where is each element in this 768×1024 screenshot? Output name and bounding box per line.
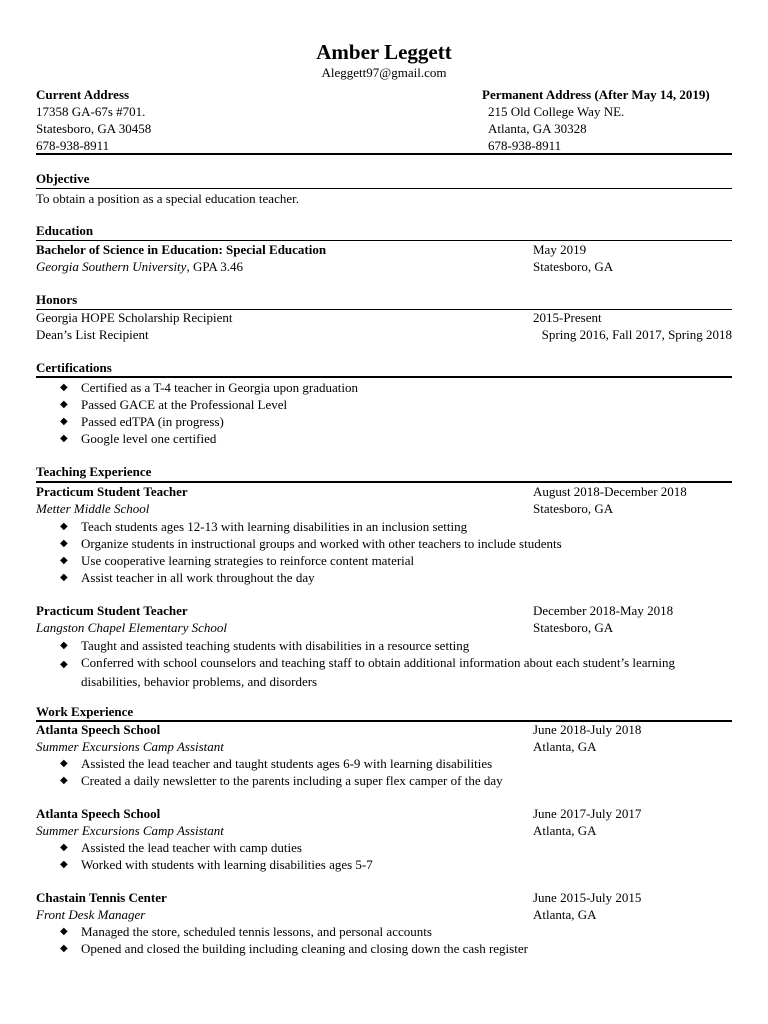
list-item: ◆ Taught and assisted teaching students with disabilities in a resource setting (60, 638, 470, 653)
list-item: ◆ Organize students in instructional groups and worked with other teachers to include students (60, 536, 562, 551)
diamond-bullet-icon: ◆ (60, 433, 68, 444)
list-item: ◆ Google level one certified (60, 431, 217, 446)
candidate-name: Amber Leggett (316, 40, 452, 64)
job-location: Statesboro, GA (533, 501, 614, 516)
honor-item (36, 326, 732, 343)
honor-date: Spring 2016, Fall 2017, Spring 2018 (541, 327, 732, 342)
job-title-row (36, 721, 732, 738)
degree-title: Bachelor of Science in Education: Special Education (36, 242, 327, 257)
list-item: ◆ Assisted the lead teacher with camp duties (60, 840, 302, 855)
list-item: ◆ Teach students ages 12-13 with learning disabilities in an inclusion setting (60, 519, 468, 534)
job-role: Summer Excursions Camp Assistant (36, 823, 224, 838)
job-role-row (36, 738, 732, 755)
diamond-bullet-icon: ◆ (60, 399, 68, 410)
current-address-title: Current Address (36, 87, 130, 102)
current-address-phone: 678-938-8911 (36, 138, 110, 153)
permanent-address-block (482, 86, 710, 154)
job-role-row (36, 822, 732, 839)
objective-divider (36, 188, 732, 189)
current-address-line2: Statesboro, GA 30458 (36, 121, 152, 136)
teaching-heading: Teaching Experience (36, 464, 152, 479)
job-title: Atlanta Speech School (36, 722, 161, 737)
job-location: Statesboro, GA (533, 620, 614, 635)
job-title: Practicum Student Teacher (36, 603, 188, 618)
job-role: Summer Excursions Camp Assistant (36, 739, 224, 754)
header-divider (36, 153, 732, 155)
list-item: ◆ Assisted the lead teacher and taught students ages 6-9 with learning disabilities (60, 756, 493, 771)
job-bullets (60, 637, 730, 690)
education-degree-row (36, 241, 732, 258)
list-item: ◆ Passed edTPA (in progress) (60, 414, 224, 429)
job-date: December 2018-May 2018 (533, 603, 674, 618)
job-title: Practicum Student Teacher (36, 484, 188, 499)
current-address-block (36, 86, 151, 154)
diamond-bullet-icon: ◆ (60, 775, 68, 786)
diamond-bullet-icon: ◆ (60, 382, 68, 393)
job-bullets (60, 923, 730, 957)
permanent-address-title: Permanent Address (After May 14, 2019) (482, 87, 710, 102)
degree-date: May 2019 (533, 242, 587, 257)
job-org-row (36, 619, 732, 636)
diamond-bullet-icon: ◆ (60, 572, 68, 583)
job-bullets (60, 755, 730, 789)
job-date: August 2018-December 2018 (533, 484, 687, 499)
honor-item (36, 309, 732, 326)
list-item: ◆ Opened and closed the building including cleaning and closing down the cash register (60, 941, 528, 956)
objective-heading: Objective (36, 171, 90, 186)
job-title: Atlanta Speech School (36, 806, 161, 821)
list-item: ◆ Managed the store, scheduled tennis lessons, and personal accounts (60, 924, 432, 939)
education-school-row (36, 258, 732, 275)
diamond-bullet-icon: ◆ (60, 842, 68, 853)
job-title-row (36, 805, 732, 822)
job-org: Langston Chapel Elementary School (36, 620, 228, 635)
job-title-row (36, 889, 732, 906)
honor-date: 2015-Present (533, 310, 602, 325)
work-heading: Work Experience (36, 704, 134, 719)
job-bullets (60, 839, 730, 873)
school-name: Georgia Southern University (36, 259, 187, 274)
diamond-bullet-icon: ◆ (60, 555, 68, 566)
certifications-divider (36, 376, 732, 378)
list-item: ◆ Use cooperative learning strategies to reinforce content material (60, 553, 415, 568)
diamond-bullet-icon: ◆ (60, 758, 68, 769)
diamond-bullet-icon: ◆ (60, 640, 68, 651)
list-item: ◆ Certified as a T-4 teacher in Georgia upon graduation (60, 380, 359, 395)
honors-heading: Honors (36, 292, 78, 307)
job-role-row (36, 906, 732, 923)
list-item: ◆ Worked with students with learning disabilities ages 5-7 (60, 857, 373, 872)
job-title-row (36, 483, 732, 500)
job-location: Atlanta, GA (533, 739, 597, 754)
list-item: ◆ Assist teacher in all work throughout the day (60, 570, 315, 585)
permanent-address-phone: 678-938-8911 (488, 138, 562, 153)
job-date: June 2018-July 2018 (533, 722, 642, 737)
diamond-bullet-icon: ◆ (60, 926, 68, 937)
education-heading: Education (36, 223, 94, 238)
permanent-address-line2: Atlanta, GA 30328 (488, 121, 587, 136)
school-line (36, 258, 243, 275)
objective-text: To obtain a position as a special education teacher. (36, 191, 299, 206)
permanent-address-line1: 215 Old College Way NE. (488, 104, 625, 119)
diamond-bullet-icon: ◆ (60, 416, 68, 427)
job-title: Chastain Tennis Center (36, 890, 167, 905)
job-location: Atlanta, GA (533, 823, 597, 838)
certifications-heading: Certifications (36, 360, 112, 375)
honor-name: Georgia HOPE Scholarship Recipient (36, 310, 233, 325)
current-address-line1: 17358 GA-67s #701. (36, 104, 146, 119)
honor-name: Dean’s List Recipient (36, 327, 149, 342)
email-address: Aleggett97@gmail.com (321, 65, 447, 80)
list-item: ◆ Conferred with school counselors and teaching staff to obtain additional information about each student’s learning disabilities, behavior problems, and disorders (60, 655, 675, 689)
job-org-row (36, 500, 732, 517)
list-item: ◆ Created a daily newsletter to the parents including a super flex camper of the day (60, 773, 503, 788)
list-item: ◆ Passed GACE at the Professional Level (60, 397, 288, 412)
job-org: Metter Middle School (36, 501, 150, 516)
job-date: June 2015-July 2015 (533, 890, 642, 905)
job-bullets (60, 518, 730, 586)
job-title-row (36, 602, 732, 619)
diamond-bullet-icon: ◆ (60, 538, 68, 549)
gpa: , GPA 3.46 (186, 259, 244, 274)
diamond-bullet-icon: ◆ (60, 521, 68, 532)
school-location: Statesboro, GA (533, 259, 614, 274)
certifications-list (60, 379, 730, 447)
diamond-bullet-icon: ◆ (60, 943, 68, 954)
diamond-bullet-icon: ◆ (60, 659, 68, 670)
objective-row (36, 190, 732, 207)
diamond-bullet-icon: ◆ (60, 859, 68, 870)
job-location: Atlanta, GA (533, 907, 597, 922)
job-date: June 2017-July 2017 (533, 806, 642, 821)
job-role: Front Desk Manager (36, 907, 146, 922)
